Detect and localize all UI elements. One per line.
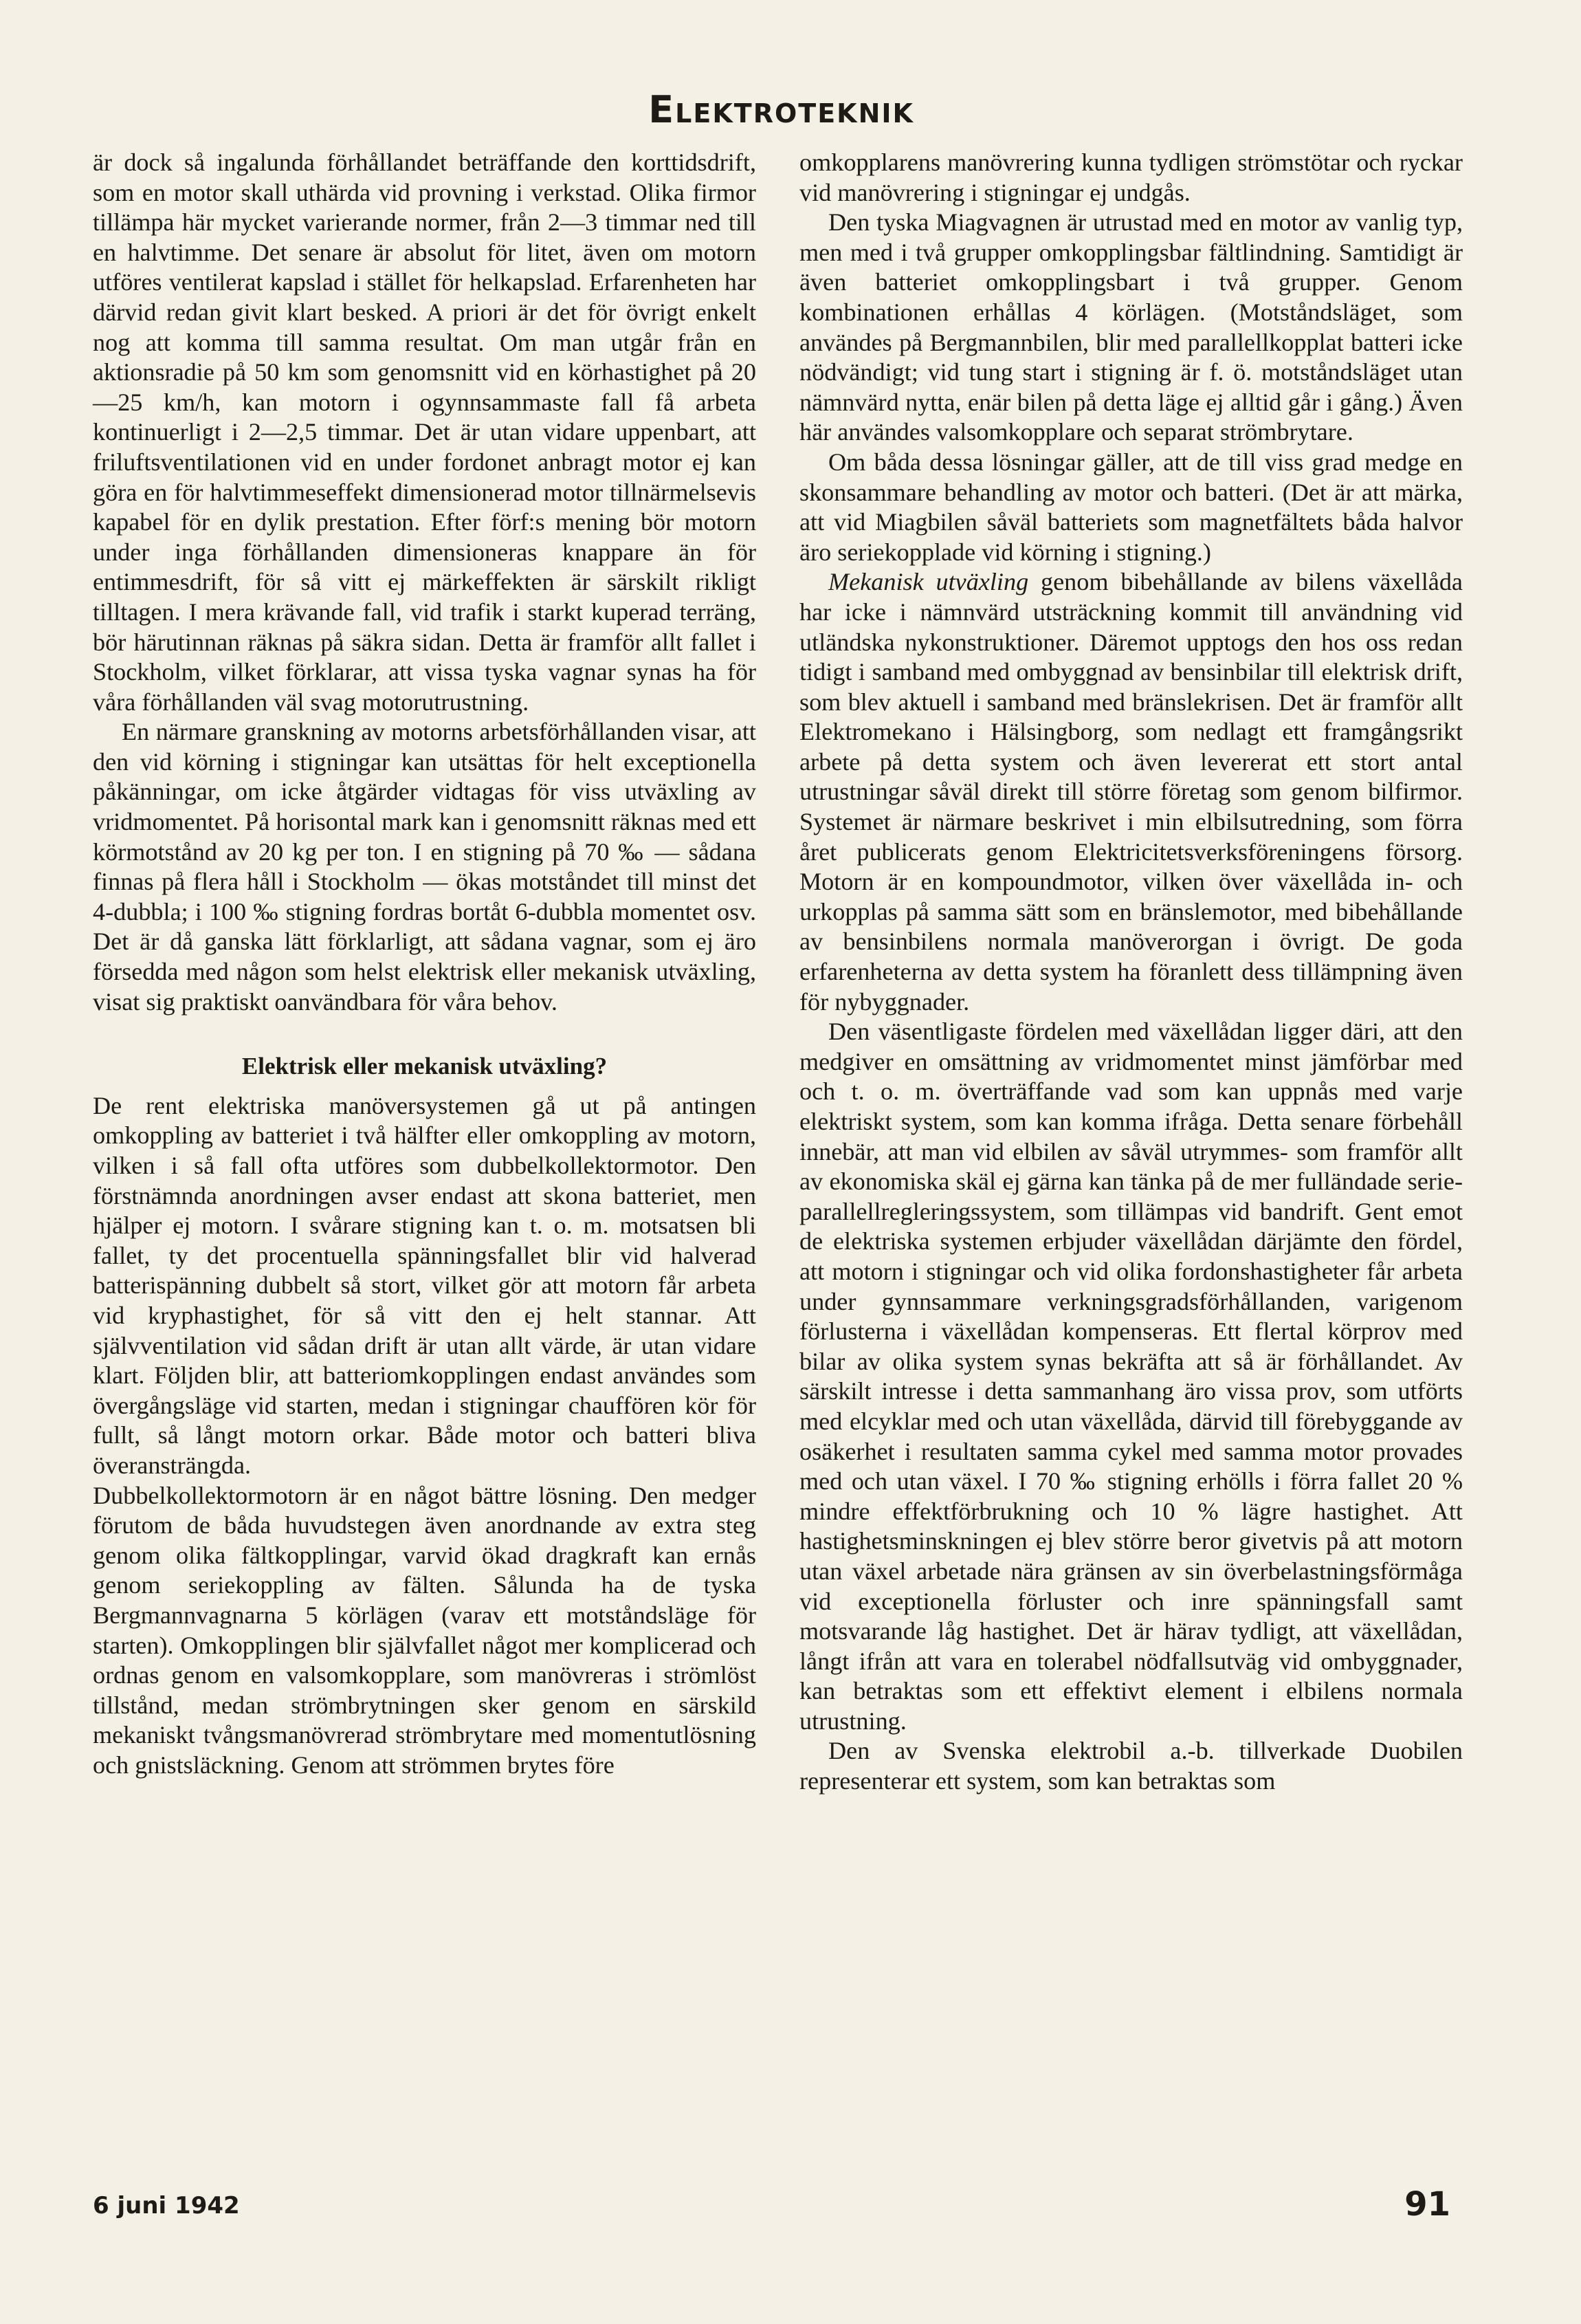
paragraph — [799, 567, 1463, 1017]
paragraph-text: genom bibehållande av bilens växellåda har icke i nämnvärd utsträckning kommit till användning vid utländska nykonstruktioner. Däremot upptogs den hos oss redan tidigt i samband med ombyggnad av bensinbilar till elektrisk drift, som blev aktuell i samband med bränslekrisen. Det är framför allt Elektromekano i Hälsingborg, som nedlagt ett framgångsrikt arbete på detta system och även levererat ett stort antal utrustningar såväl direkt till större företag som genom bilfirmor. Systemet är närmare beskrivet i min elbilsutredning, som förra året publicerats genom Elektricitetsverksföreningens försorg. Motorn är en kompoundmotor, vilken över växellåda in- och urkopplas på samma sätt som en bränslemotor, med bibehållande av bensinbilens normala manöverorgan i övrigt. De goda erfarenheterna av detta system ha föranlett dess tillämpning även för nybyggnader. — [799, 568, 1463, 1016]
paragraph: Dubbelkollektormotorn är en något bättre lösning. Den medger förutom de båda huvudstegen även anordnande av extra steg genom olika fältkopplingar, varvid ökad dragkraft kan ernås genom seriekoppling av fälten. Sålunda ha de tyska Bergmannvagnarna 5 körlägen (varav ett motståndsläge för starten). Omkopplingen blir självfallet något mer komplicerad och ordnas genom en valsomkopplare, som manövreras i strömlöst tillstånd, medan strömbrytningen sker genom en särskild mekaniskt tvångsmanövrerad strömbrytare med momentutlösning och gnistsläckning. Genom att strömmen brytes före — [93, 1481, 756, 1779]
left-column — [93, 148, 756, 1780]
italic-lead: Mekanisk utväxling — [828, 568, 1029, 596]
section-heading: Elektrisk eller mekanisk utväxling? — [241, 1053, 608, 1080]
paragraph: omkopplarens manövrering kunna tydligen strömstötar och ryckar vid manövrering i stigningar ej undgås. — [799, 149, 1463, 206]
issue-date: 6 juni 1942 — [93, 2192, 240, 2219]
section-title: Elektroteknik — [648, 88, 914, 131]
page-number: 91 — [1404, 2185, 1450, 2224]
paragraph: är dock så ingalunda förhållandet beträffande den korttidsdrift, som en motor skall uthärda vid provning i verkstad. Olika firmor tillämpa här mycket varierande normer, från 2—3 timmar ned till en halvtimme. Det senare är absolut för litet, även om motorn utföres ventilerat kapslad i stället för helkapslad. Erfarenheten har därvid redan givit klart besked. A priori är det för övrigt enkelt nog att komma till samma resultat. Om man utgår från en aktionsradie på 50 km som genomsnitt vid en körhastighet på 20—25 km/h, kan motorn i ogynnsammaste fall få arbeta kontinuerligt i 2—2,5 timmar. Det är utan vidare uppenbart, att friluftsventilationen vid en under fordonet anbragt motor ej kan göra en för halvtimmeseffekt dimensionerad motor tillnärmelsevis kapabel för en dylik prestation. Efter förf:s mening bör motorn under inga förhållanden dimensioneras knappare än för entimmesdrift, för så vitt ej märkeffekten är särskilt rikligt tilltagen. I mera krävande fall, vid trafik i starkt kuperad terräng, bör härutinnan räknas på säkra sidan. Detta är framför allt fallet i Stockholm, vilket förklarar, att vissa tyska vagnar synas ha för våra förhållanden väl svag motorutrustning. — [93, 149, 756, 716]
page-header — [0, 88, 1581, 131]
paragraph: Den väsentligaste fördelen med växellådan ligger däri, att den medgiver en omsättning av vridmomentet minst jämförbar med och t. o. m. överträffande vad som kan uppnås med varje elektriskt system, som kan komma ifråga. Detta senare förbehåll innebär, att man vid elbilen av såväl utrymmes- som framför allt av ekonomiska skäl ej gärna kan tänka på de mer fulländade serie-parallellregleringssystem, som tillämpas vid bandrift. Gent emot de elektriska systemen erbjuder växellådan därjämte den fördel, att motorn i stigningar och vid olika fordonshastigheter får arbeta under gynnsammare verkningsgradsförhållanden, varigenom förlusterna i växellådan kompenseras. Ett flertal körprov med bilar av olika system synas bekräfta att så är förhållandet. Av särskilt intresse i detta sammanhang äro vissa prov, som utförts med elcyklar med och utan växellåda, därvid till förebyggande av osäkerhet i resultaten samma cykel med samma motor provades med och utan växel. I 70 ‰ stigning erhölls i förra fallet 20 % mindre effektförbrukning och 10 % lägre hastighet. Att hastighetsminskningen ej blev större beror givetvis på att motorn utan växel arbetade nära gränsen av sin överbelastningsförmåga vid exceptionella förluster och inre spänningsfall samt motsvarande låg hastighet. Det är härav tydligt, att växellådan, långt ifrån att vara en tolerabel nödfallsutväg vid ombyggnader, kan betraktas som ett effektivt element i elbilens normala utrustning. — [799, 1018, 1463, 1735]
paragraph: En närmare granskning av motorns arbetsförhållanden visar, att den vid körning i stigningar kan utsättas för helt exceptionella påkänningar, om icke åtgärder vidtagas för viss utväxling av vridmomentet. På horisontal mark kan i genomsnitt räknas med ett körmotstånd av 20 kg per ton. I en stigning på 70 ‰ — sådana finnas på flera håll i Stockholm — ökas motståndet till minst det 4-dubbla; i 100 ‰ stigning fordras bortåt 6-dubbla momentet osv. Det är då ganska lätt förklarligt, att sådana vagnar, som ej äro försedda med någon som helst elektrisk eller mekanisk utväxling, visat sig praktiskt oanvändbara för våra behov. — [93, 718, 756, 1016]
paragraph: Om båda dessa lösningar gäller, att de till viss grad medge en skonsammare behandling av motor och batteri. (Det är att märka, att vid Miagbilen såväl batteriets som magnetfältets båda halvor äro seriekopplade vid körning i stigning.) — [799, 448, 1463, 566]
paragraph: Den av Svenska elektrobil a.-b. tillverkade Duobilen representerar ett system, som kan betraktas som — [799, 1737, 1463, 1795]
paragraph: De rent elektriska manöversystemen gå ut på antingen omkoppling av batteriet i två hälfter eller omkoppling av motorn, vilken i så fall ofta utföres som dubbelkollektormotor. Den förstnämnda anordningen avser endast att skona batteriet, men hjälper ej motorn. I svårare stigning kan t. o. m. motsatsen bli fallet, ty det procentuella spänningsfallet blir vid halverad batterispänning dubbelt så stort, vilket gör att motorn får arbeta vid kryphastighet, för så vitt den ej helt stannar. Att självventilation vid sådan drift är utan allt värde, är utan vidare klart. Följden blir, att batteriomkopplingen endast användes som övergångsläge vid starten, medan i stigningar chauffören kör för fullt, så långt motorn orkar. Både motor och batteri bliva överansträngda. — [93, 1091, 756, 1479]
paragraph: Den tyska Miagvagnen är utrustad med en motor av vanlig typ, men med i två grupper omkopplingsbar fältlindning. Samtidigt är även batteriet omkopplingsbart i två grupper. Genom kombinationen erhållas 4 körlägen. (Motståndsläget, som användes på Bergmannbilen, blir med parallellkopplat batteri icke nödvändigt; vid tung start i stigning är f. ö. motståndsläget utan nämnvärd nytta, enär bilen på detta läge ej alltid går i gång.) Även här användes valsomkopplare och separat strömbrytare. — [799, 208, 1463, 446]
right-column — [799, 148, 1463, 1797]
